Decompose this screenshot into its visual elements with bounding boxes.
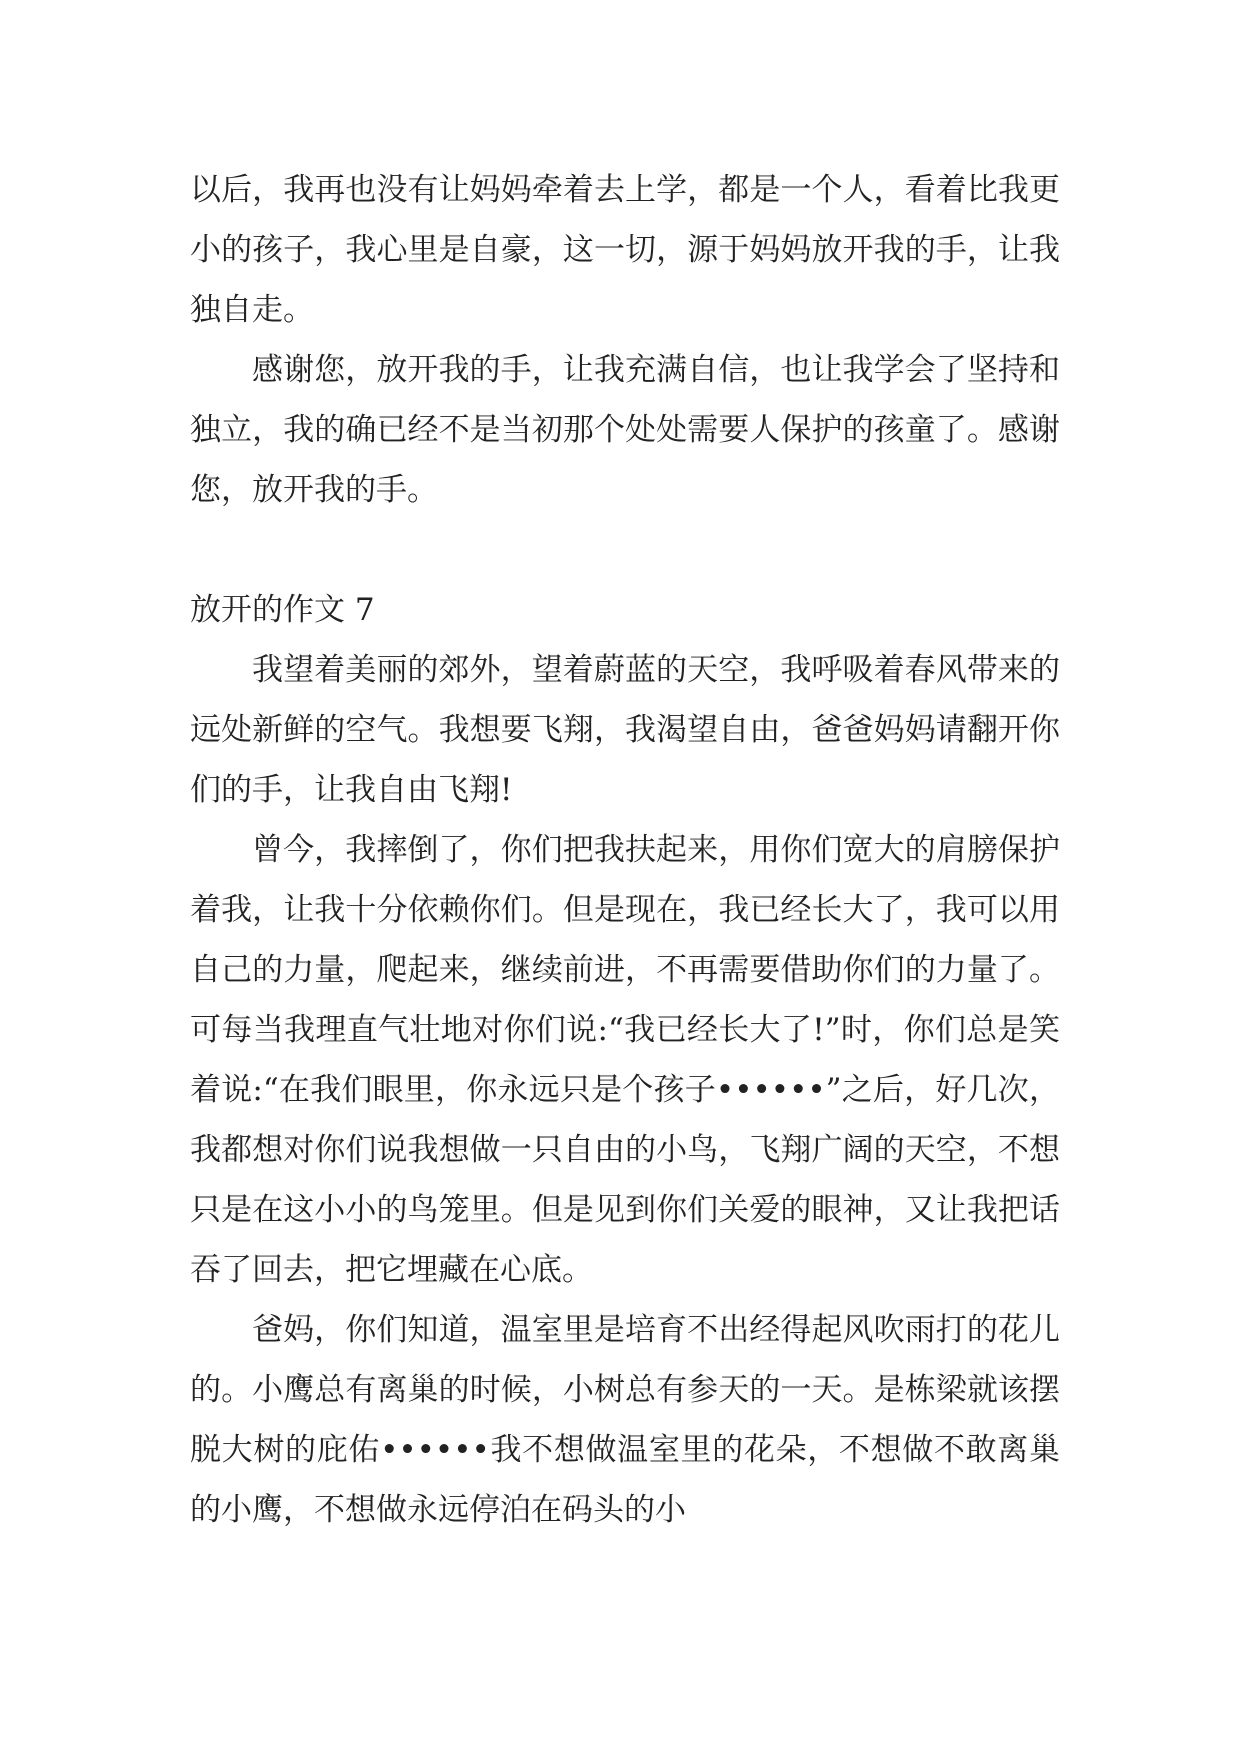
paragraph-continuation: 以后，我再也没有让妈妈牵着去上学，都是一个人，看着比我更小的孩子，我心里是自豪，这一切，源于妈妈放开我的手，让我独自走。: [190, 172, 1060, 328]
paragraph-growing-up: 曾今，我摔倒了，你们把我扶起来，用你们宽大的肩膀保护着我，让我十分依赖你们。但是现在，我已经长大了，我可以用自己的力量，爬起来，继续前进，不再需要借助你们的力量了。可每当我理直气壮地对你们说:“我已经长大了!”时，你们总是笑着说:“在我们眼里，你永远只是个孩子••••••”之后，好几次，我都想对你们说我想做一只自由的小鸟，飞翔广阔的天空，不想只是在这小小的鸟笼里。但是见到你们关爱的眼神，又让我把话吞了回去，把它埋藏在心底。: [190, 832, 1060, 1288]
section-title: 放开的作文 7: [190, 592, 375, 628]
section-spacer: [190, 520, 1060, 580]
paragraph-greenhouse: 爸妈，你们知道，温室里是培育不出经得起风吹雨打的花儿的。小鹰总有离巢的时候，小树总有参天的一天。是栋梁就该摆脱大树的庇佑••••••我不想做温室里的花朵，不想做不敢离巢的小鹰，不想做永远停泊在码头的小: [190, 1312, 1060, 1528]
document-body: [190, 160, 1060, 1540]
paragraph-thanks: 感谢您，放开我的手，让我充满自信，也让我学会了坚持和独立，我的确已经不是当初那个处处需要人保护的孩童了。感谢您，放开我的手。: [190, 352, 1060, 508]
paragraph-wish-to-fly: 我望着美丽的郊外，望着蔚蓝的天空，我呼吸着春风带来的远处新鲜的空气。我想要飞翔，我渴望自由，爸爸妈妈请翻开你们的手，让我自由飞翔!: [190, 652, 1060, 808]
